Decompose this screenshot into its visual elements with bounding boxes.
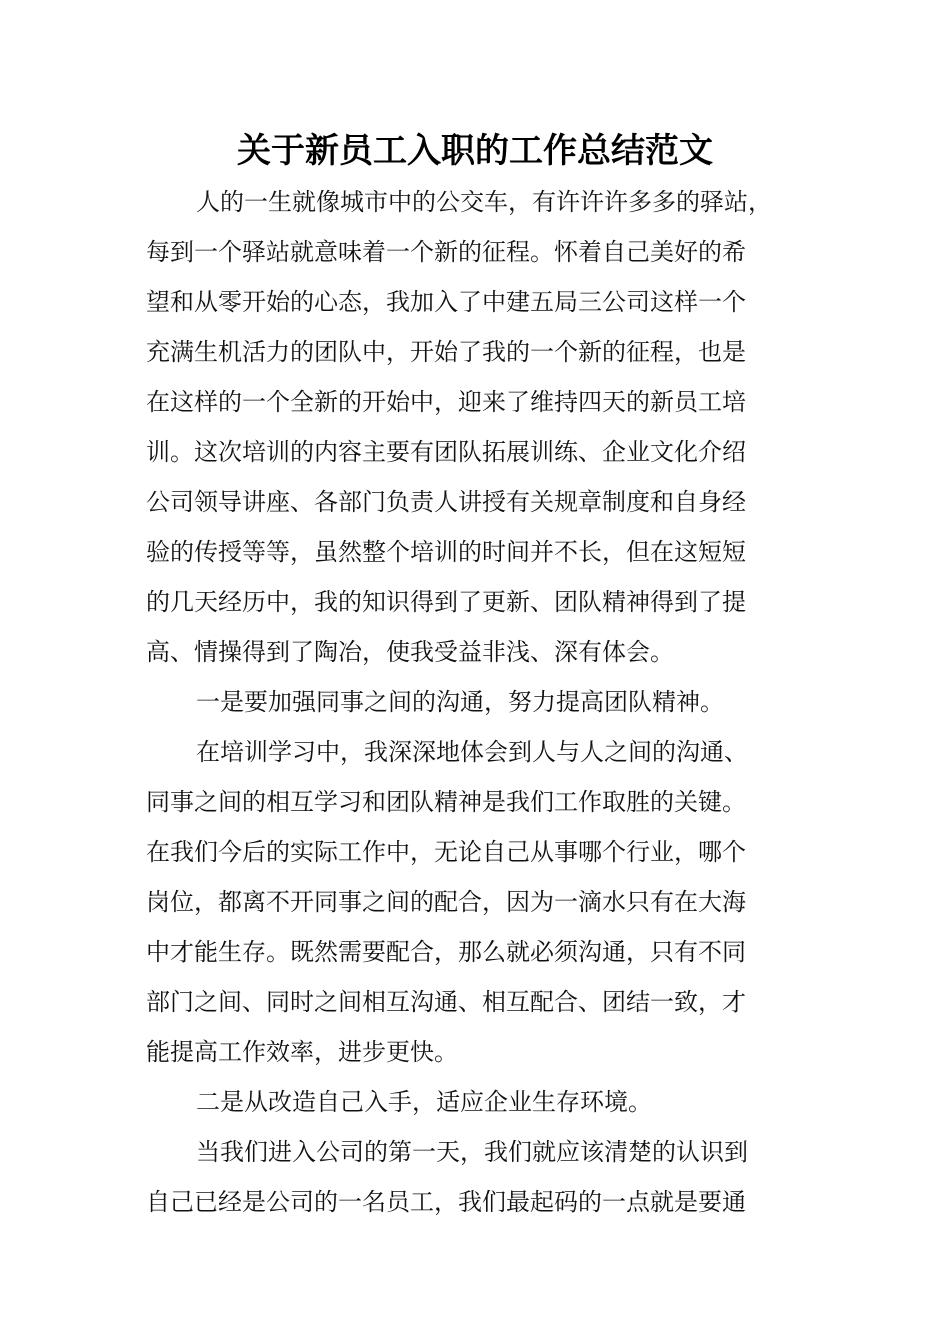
text-line: 在培训学习中，我深深地体会到人与人之间的沟通、	[196, 738, 748, 766]
text-line: 自己已经是公司的一名员工，我们最起码的一点就是要通	[146, 1188, 746, 1216]
text-line: 岗位，都离不开同事之间的配合，因为一滴水只有在大海	[146, 888, 746, 916]
text-line: 同事之间的相互学习和团队精神是我们工作取胜的关键。	[146, 788, 746, 816]
text-line: 望和从零开始的心态，我加入了中建五局三公司这样一个	[146, 288, 746, 316]
text-line: 当我们进入公司的第一天，我们就应该清楚的认识到	[196, 1138, 748, 1166]
text-line: 二是从改造自己入手，适应企业生存环境。	[196, 1088, 652, 1116]
text-line: 公司领导讲座、各部门负责人讲授有关规章制度和自身经	[146, 488, 746, 516]
document-body	[146, 177, 808, 1227]
text-line: 中才能生存。既然需要配合，那么就必须沟通，只有不同	[146, 938, 746, 966]
text-line: 能提高工作效率，进步更快。	[146, 1038, 458, 1066]
text-line: 部门之间、同时之间相互沟通、相互配合、团结一致，才	[146, 988, 746, 1016]
text-line: 的几天经历中，我的知识得到了更新、团队精神得到了提	[146, 588, 746, 616]
text-line: 一是要加强同事之间的沟通，努力提高团队精神。	[196, 688, 724, 716]
text-line: 人的一生就像城市中的公交车，有许许许多多的驿站，	[196, 188, 772, 216]
text-line: 每到一个驿站就意味着一个新的征程。怀着自己美好的希	[146, 238, 746, 266]
text-line: 高、情操得到了陶冶，使我受益非浅、深有体会。	[146, 638, 674, 666]
text-line: 训。这次培训的内容主要有团队拓展训练、企业文化介绍	[146, 438, 746, 466]
text-line: 充满生机活力的团队中，开始了我的一个新的征程，也是	[146, 338, 746, 366]
text-line: 在我们今后的实际工作中，无论自己从事哪个行业，哪个	[146, 838, 746, 866]
text-line: 在这样的一个全新的开始中，迎来了维持四天的新员工培	[146, 388, 746, 416]
document-title: 关于新员工入职的工作总结范文	[237, 131, 713, 171]
text-line: 验的传授等等，虽然整个培训的时间并不长，但在这短短	[146, 538, 746, 566]
